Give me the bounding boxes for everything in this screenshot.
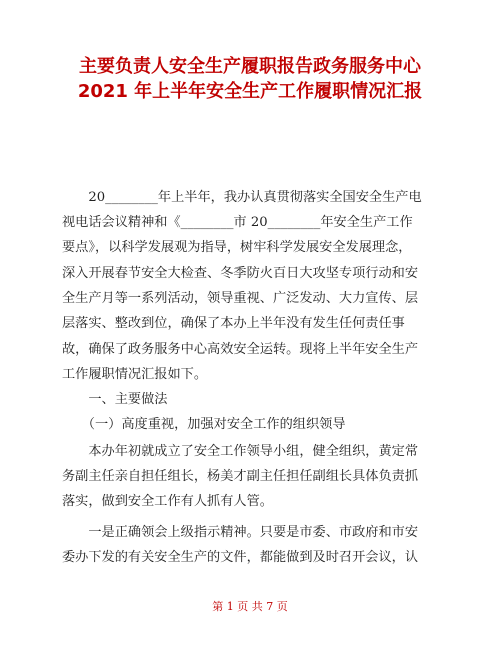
document-title-line-2: 2021 年上半年安全生产工作履职情况汇报 — [77, 81, 423, 102]
body-line: 落实，做到安全工作有人抓有人管。 — [62, 494, 273, 509]
body-line: 要点》，以科学发展观为指导，树牢科学发展安全发展理念， — [62, 240, 412, 255]
body-line: 本办年初就成立了安全工作领导小组，健全组织，黄定常 — [62, 444, 419, 459]
body-line: 视电话会议精神和《________市 20________年安全生产工作 — [62, 215, 413, 230]
body-line: 务副主任亲自担任组长，杨美才副主任担任副组长具体负责抓 — [62, 469, 419, 484]
body-line: 故，确保了政务服务中心高效安全运转。现将上半年安全生产 — [62, 342, 419, 357]
body-line: 20________年上半年，我办认真贯彻落实全国安全生产电 — [62, 190, 422, 205]
page-footer: 第 1 页 共 7 页 — [212, 600, 288, 613]
body-line: 工作履职情况汇报如下。 — [62, 367, 208, 382]
document-title-line-1: 主要负责人安全生产履职报告政务服务中心 — [79, 56, 421, 77]
body-line: 全生产月等一系列活动，领导重视、广泛发动、大力宣传、层 — [62, 291, 419, 306]
body-line: 一是正确领会上级指示精神。只要是市委、市政府和市安 — [62, 525, 419, 540]
section-heading: 一、主要做法 — [62, 392, 168, 407]
subsection-heading: （一）高度重视，加强对安全工作的组织领导 — [62, 417, 346, 432]
body-line: 委办下发的有关安全生产的文件，都能做到及时召开会议，认 — [62, 550, 419, 565]
body-line: 深入开展春节安全大检查、冬季防火百日大攻坚专项行动和安 — [62, 266, 419, 281]
body-line: 层落实、整改到位，确保了本办上半年没有发生任何责任事 — [62, 316, 405, 331]
